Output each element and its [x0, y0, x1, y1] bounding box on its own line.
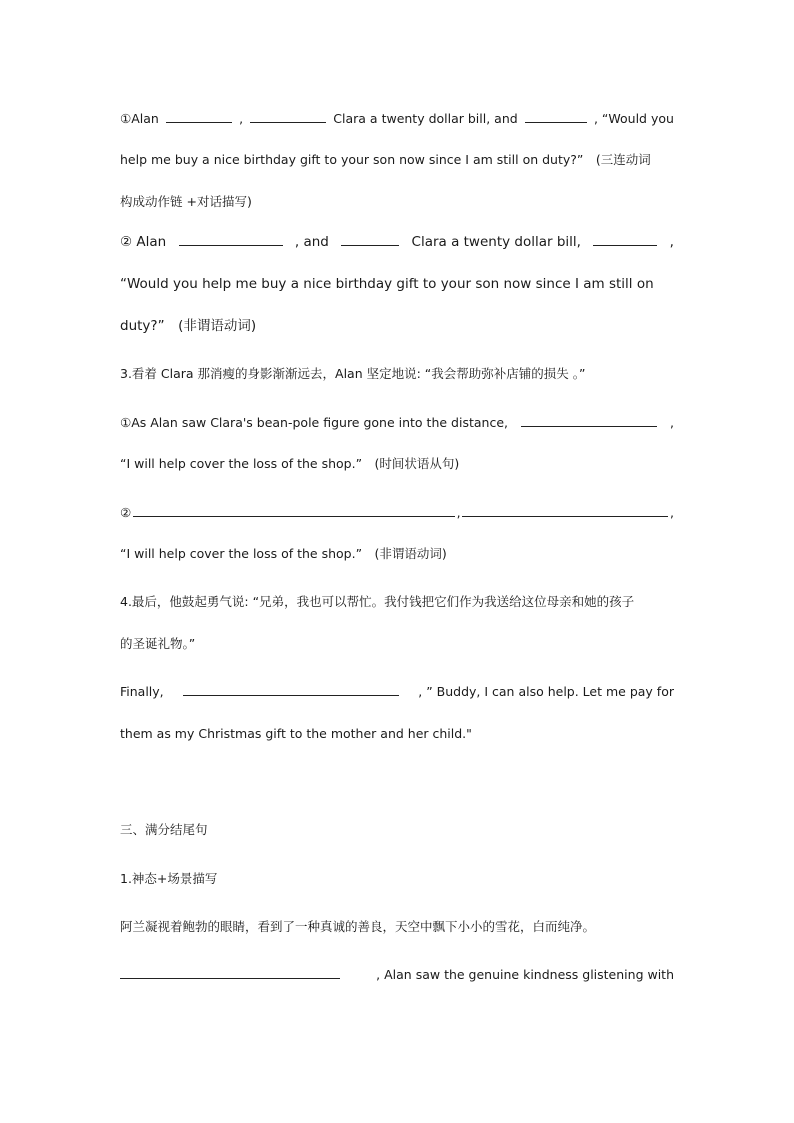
item2-method2-line2: “Would you help me buy a nice birthday gift to your son now since I am still on — [120, 276, 654, 292]
item2-method1-line3: 构成动作链 +对话描写) — [120, 194, 252, 209]
item3-chinese-prompt: 3.看着 Clara 那消瘦的身影渐渐远去，Alan 坚定地说: “我会帮助弥补店铺的损失 。” — [120, 366, 586, 381]
item2-method2-line1 — [120, 233, 674, 251]
item3-method1-quote: “I will help cover the loss of the shop.” (时间状语从句) — [120, 456, 460, 471]
answer-blank[interactable] — [593, 233, 657, 246]
item4-english-line2: them as my Christmas gift to the mother and her child." — [120, 726, 472, 741]
item2-method1-line2: help me buy a nice birthday gift to your son now since I am still on duty?” (三连动词 — [120, 152, 651, 167]
answer-blank[interactable] — [179, 233, 283, 246]
item3-method1-line1 — [120, 414, 674, 432]
text-fragment: , and — [294, 234, 329, 250]
text-fragment: , — [239, 111, 244, 126]
text-fragment: ② — [120, 505, 132, 520]
text-fragment: ①As Alan saw Clara's bean-pole figure gone into the distance, — [120, 415, 508, 430]
text-fragment: Clara a twenty dollar bill, — [411, 234, 581, 250]
answer-blank[interactable] — [250, 110, 326, 123]
item4-chinese-prompt-line2: 的圣诞礼物。” — [120, 636, 196, 651]
item3-method2-quote: “I will help cover the loss of the shop.” (非谓语动词) — [120, 546, 447, 561]
answer-blank[interactable] — [166, 110, 232, 123]
answer-blank[interactable] — [133, 504, 455, 517]
text-fragment: , — [456, 505, 461, 520]
item4-chinese-prompt-line1: 4.最后，他鼓起勇气说: “兄弟，我也可以帮忙。我付钱把它们作为我送给这位母亲和她的孩子 — [120, 594, 635, 609]
text-fragment: ② Alan — [120, 234, 167, 250]
text-fragment: , — [669, 234, 674, 250]
text-fragment: , — [670, 505, 674, 520]
section3-subheading: 1.神态+场景描写 — [120, 871, 218, 886]
item2-method2-line3: duty?” (非谓语动词) — [120, 318, 257, 334]
answer-blank[interactable] — [462, 504, 668, 517]
answer-blank[interactable] — [183, 683, 399, 696]
text-fragment: ①Alan — [120, 111, 159, 126]
text-fragment: , “Would you — [593, 111, 674, 126]
section3-chinese-prompt: 阿兰凝视着鲍勃的眼睛，看到了一种真诚的善良，天空中飘下小小的雪花，白而纯净。 — [120, 919, 596, 934]
answer-blank[interactable] — [521, 414, 657, 427]
section3-english-line1 — [120, 966, 674, 984]
section3-heading: 三、满分结尾句 — [120, 822, 208, 837]
answer-blank[interactable] — [120, 966, 340, 979]
answer-blank[interactable] — [525, 110, 587, 123]
answer-blank[interactable] — [341, 233, 399, 246]
text-fragment: Finally, — [120, 684, 164, 699]
item2-method1-line1 — [120, 110, 674, 128]
text-fragment: , Alan saw the genuine kindness glistening with — [376, 967, 674, 982]
text-fragment: , ” Buddy, I can also help. Let me pay for — [418, 684, 674, 699]
text-fragment: Clara a twenty dollar bill, and — [333, 111, 518, 126]
text-fragment: , — [670, 415, 674, 430]
item4-english-line1 — [120, 683, 674, 701]
item3-method2-line1 — [120, 504, 674, 522]
